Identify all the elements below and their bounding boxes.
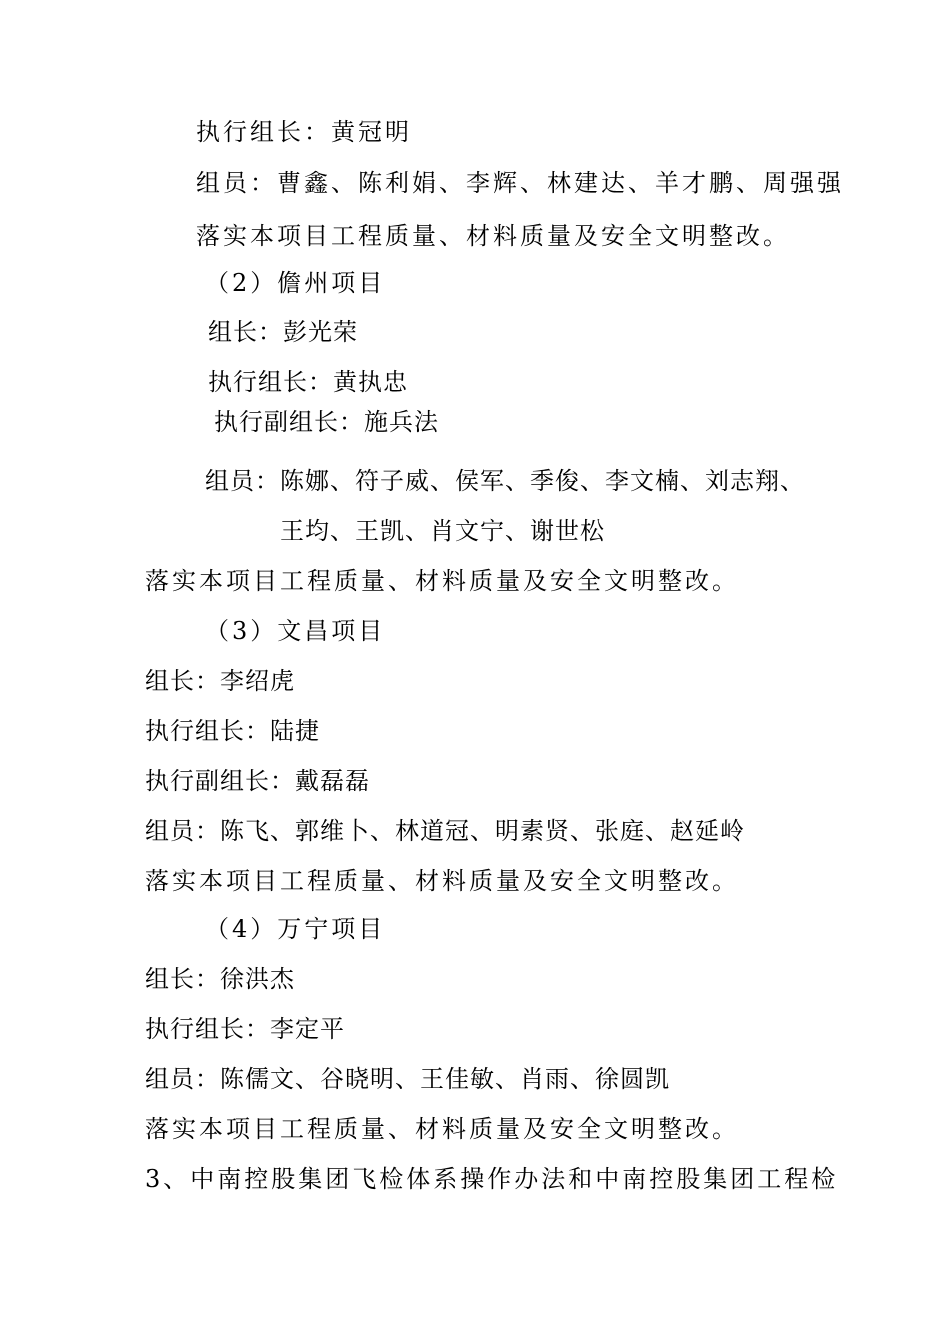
exec-leader-line: 执行组长：陆捷 — [145, 717, 320, 745]
leader-line: 组长：徐洪杰 — [145, 965, 295, 993]
members-line: 组员：陈娜、符子威、侯军、季俊、李文楠、刘志翔、 — [205, 467, 805, 495]
members-line-continued: 王均、王凯、肖文宁、谢世松 — [280, 517, 605, 545]
section-heading-wenchang: （3）文昌项目 — [205, 617, 386, 645]
section-heading-danzhou: （2）儋州项目 — [205, 269, 386, 297]
task-line: 落实本项目工程质量、材料质量及安全文明整改。 — [145, 867, 739, 895]
task-line: 落实本项目工程质量、材料质量及安全文明整改。 — [196, 222, 790, 250]
members-line: 组员：曹鑫、陈利娟、李辉、林建达、羊才鹏、周强强 — [196, 169, 844, 197]
members-line: 组员：陈儒文、谷晓明、王佳敏、肖雨、徐圆凯 — [145, 1065, 670, 1093]
exec-leader-line: 执行组长：黄执忠 — [208, 368, 408, 396]
leader-line: 组长：李绍虎 — [145, 667, 295, 695]
members-line: 组员：陈飞、郭维卜、林道冠、明素贤、张庭、赵延岭 — [145, 817, 745, 845]
exec-deputy-leader-line: 执行副组长：施兵法 — [214, 408, 439, 436]
exec-deputy-leader-line: 执行副组长：戴磊磊 — [145, 767, 370, 795]
section-heading-wanning: （4）万宁项目 — [205, 915, 386, 943]
task-line: 落实本项目工程质量、材料质量及安全文明整改。 — [145, 1115, 739, 1143]
exec-leader-line: 执行组长：黄冠明 — [196, 118, 412, 146]
exec-leader-line: 执行组长：李定平 — [145, 1015, 345, 1043]
section-item-3: 3、中南控股集团飞检体系操作办法和中南控股集团工程检 — [145, 1165, 839, 1193]
leader-line: 组长：彭光荣 — [208, 318, 358, 346]
task-line: 落实本项目工程质量、材料质量及安全文明整改。 — [145, 567, 739, 595]
